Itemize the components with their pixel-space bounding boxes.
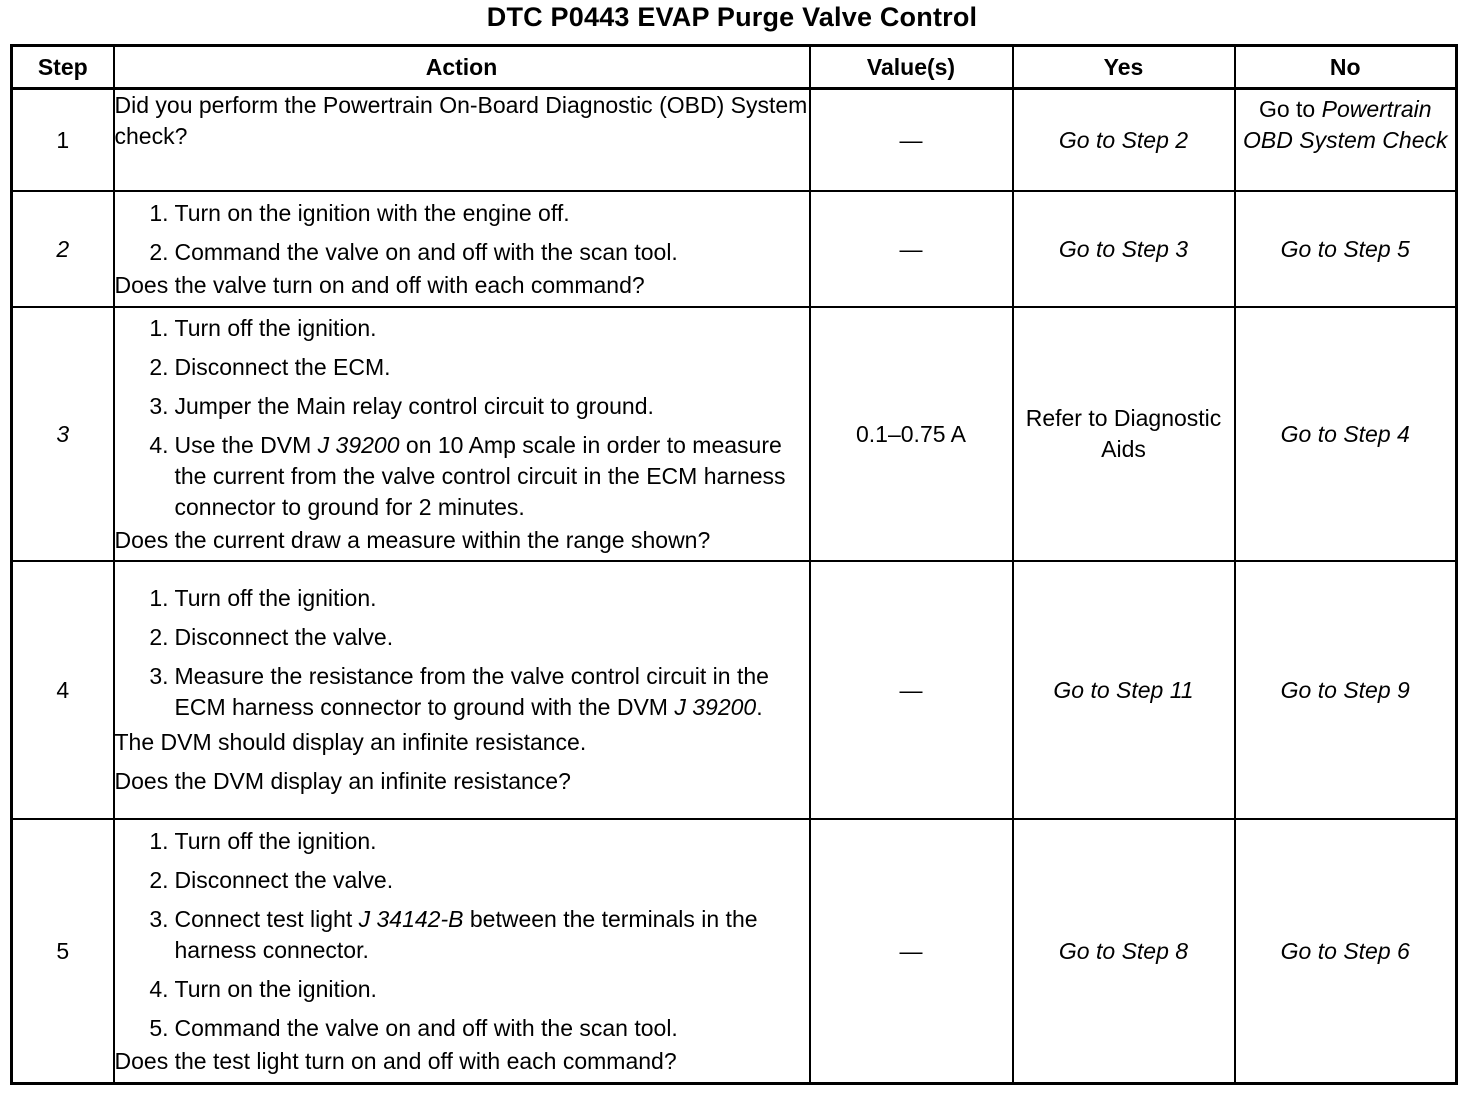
substep-text-part: between the terminals in the harness connector. <box>174 905 758 963</box>
action-cell <box>114 307 810 561</box>
yes-cell <box>1013 561 1235 819</box>
substep-list <box>115 198 809 270</box>
table-row <box>12 561 1457 819</box>
list-item: 2. Disconnect the valve. <box>115 622 809 661</box>
header-no: No <box>1235 46 1457 89</box>
value-cell: — <box>810 561 1013 819</box>
substep-text <box>175 430 809 523</box>
action-text: Did you perform the Powertrain On-Board Diagnostic (OBD) System check? <box>114 92 808 149</box>
table-row <box>12 819 1457 1084</box>
yes-link[interactable]: Go to Step 11 <box>1053 676 1194 703</box>
no-cell <box>1235 89 1457 192</box>
list-item: 1. Turn off the ignition. <box>115 583 809 622</box>
list-item: 2. Command the valve on and off with the scan tool. <box>115 237 809 270</box>
substep-text <box>175 904 809 966</box>
substep-text: Turn on the ignition with the engine off. <box>174 199 570 226</box>
tool-number: J 39200 <box>674 694 757 720</box>
substep-text: Turn off the ignition. <box>174 827 377 854</box>
substep-text-part: Use the DVM <box>174 431 312 458</box>
header-values: Value(s) <box>810 46 1013 89</box>
tool-number: J 39200 <box>317 431 400 458</box>
yes-text[interactable]: Refer to Diagnostic Aids <box>1025 405 1222 462</box>
substep-text-part: . <box>756 694 763 720</box>
action-cell <box>114 89 810 192</box>
yes-cell <box>1013 307 1235 561</box>
no-cell <box>1235 561 1457 819</box>
substep-text-part: on 10 Amp scale in order to measure the current from the valve control circuit in the ECM harness connector to ground for 2 minutes. <box>174 431 786 520</box>
substep-list <box>115 826 809 1046</box>
list-item: 4. Use the DVM J 39200 on 10 Amp scale in order to measure the current from the valve control circuit in the ECM harness connector to ground for 2 minutes. <box>115 430 809 525</box>
yes-cell <box>1013 191 1235 307</box>
substep-text: Jumper the Main relay control circuit to ground. <box>174 392 654 419</box>
yes-cell <box>1013 819 1235 1084</box>
list-item: 3. Connect test light J 34142-B between the terminals in the harness connector. <box>115 904 809 974</box>
substep-text: Disconnect the valve. <box>174 866 394 893</box>
no-link[interactable]: Go to Step 5 <box>1280 235 1410 262</box>
action-cell <box>114 191 810 307</box>
substep-text <box>175 661 809 723</box>
value-cell: — <box>810 191 1013 307</box>
substep-text: Disconnect the valve. <box>174 624 394 650</box>
question-text: Does the valve turn on and off with each command? <box>114 271 645 298</box>
yes-link[interactable]: Go to Step 2 <box>1058 126 1189 153</box>
substep-text: Disconnect the ECM. <box>174 353 391 380</box>
page-title: DTC P0443 EVAP Purge Valve Control <box>486 2 978 32</box>
note-text: The DVM should display an infinite resistance. <box>114 729 587 755</box>
value-cell: — <box>810 819 1013 1084</box>
substep-text: Command the valve on and off with the scan tool. <box>174 1014 678 1041</box>
substep-text: Turn on the ignition. <box>174 975 377 1002</box>
substep-text-part: Measure the resistance from the valve control circuit in the ECM harness connector to ground with the DVM <box>174 663 769 720</box>
no-link[interactable]: Go to Step 6 <box>1280 937 1410 964</box>
substep-text-part: Connect test light <box>174 905 353 932</box>
list-item: 2. Disconnect the valve. <box>115 865 809 904</box>
substep-list <box>115 313 809 525</box>
value-cell: — <box>810 89 1013 192</box>
action-cell <box>114 819 810 1084</box>
header-row <box>12 46 1457 89</box>
yes-cell <box>1013 89 1235 192</box>
step-number: 3 <box>12 307 114 561</box>
header-action: Action <box>114 46 810 89</box>
diagnostic-table <box>10 44 1458 1085</box>
step-number: 5 <box>12 819 114 1084</box>
question-text: Does the test light turn on and off with each command? <box>114 1047 677 1074</box>
substep-text: Turn off the ignition. <box>174 314 377 341</box>
no-link[interactable]: Go to Step 9 <box>1280 676 1410 703</box>
yes-link[interactable]: Go to Step 3 <box>1058 235 1189 262</box>
header-step: Step <box>12 46 114 89</box>
question-text: Does the current draw a measure within the range shown? <box>114 526 711 553</box>
step-number: 2 <box>12 191 114 307</box>
step-number: 1 <box>12 89 114 192</box>
question-text: Does the DVM display an infinite resistance? <box>114 768 571 794</box>
list-item: 1. Turn off the ignition. <box>115 826 809 865</box>
list-item: 3. Measure the resistance from the valve control circuit in the ECM harness connector to ground with the DVM J 39200. <box>115 661 809 727</box>
list-item: 2. Disconnect the ECM. <box>115 352 809 391</box>
substep-text: Turn off the ignition. <box>174 585 377 611</box>
list-item: 3. Jumper the Main relay control circuit to ground. <box>115 391 809 430</box>
table-row <box>12 191 1457 307</box>
tool-number: J 34142-B <box>358 905 464 932</box>
list-item: 5. Command the valve on and off with the scan tool. <box>115 1013 809 1046</box>
step-number: 4 <box>12 561 114 819</box>
list-item: 1. Turn off the ignition. <box>115 313 809 352</box>
action-cell <box>114 561 810 819</box>
list-item: 1. Turn on the ignition with the engine off. <box>115 198 809 237</box>
no-cell <box>1235 307 1457 561</box>
substep-list <box>115 583 809 727</box>
table-row <box>12 307 1457 561</box>
no-cell <box>1235 819 1457 1084</box>
yes-link[interactable]: Go to Step 8 <box>1058 937 1189 964</box>
no-link[interactable]: Powertrain OBD System Check <box>1243 96 1448 153</box>
substep-text: Command the valve on and off with the scan tool. <box>174 238 678 265</box>
no-link[interactable]: Go to Step 4 <box>1280 420 1410 447</box>
value-cell: 0.1–0.75 A <box>810 307 1013 561</box>
header-yes: Yes <box>1013 46 1235 89</box>
no-cell <box>1235 191 1457 307</box>
table-row <box>12 89 1457 192</box>
no-text-plain: Go to <box>1258 96 1316 122</box>
list-item: 4. Turn on the ignition. <box>115 974 809 1013</box>
